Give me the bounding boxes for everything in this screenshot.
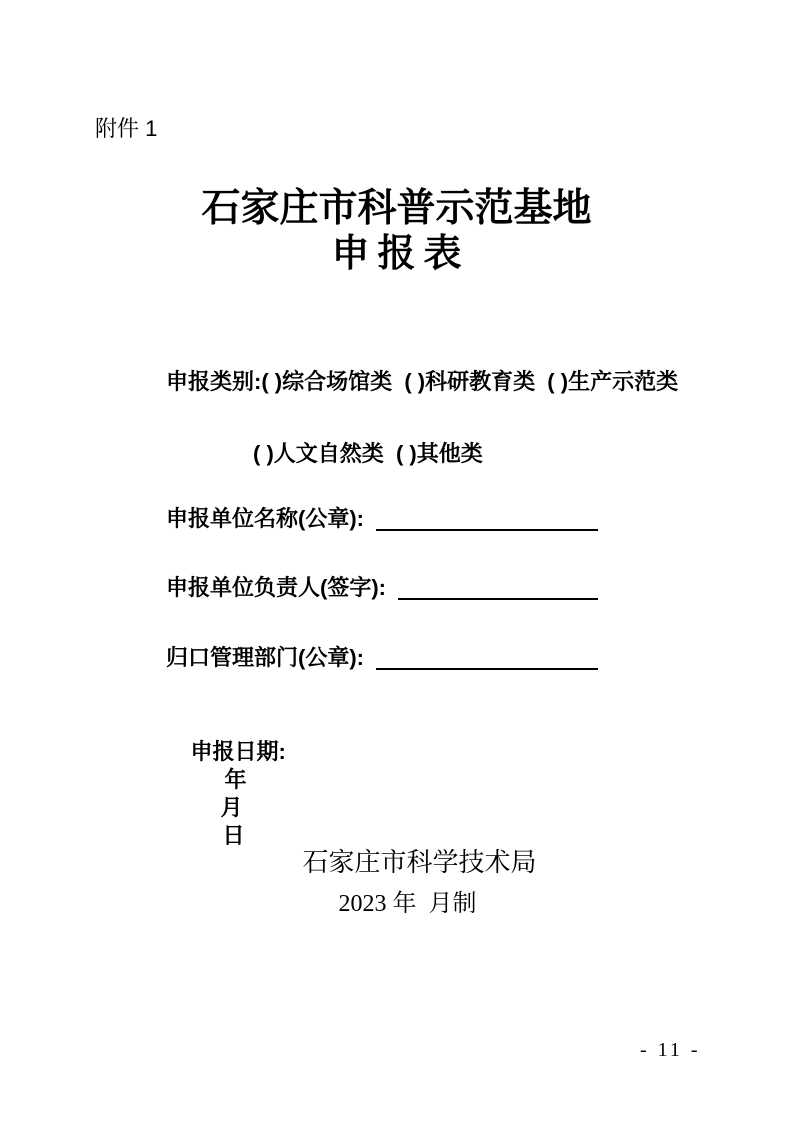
category-options-line-1: 申报类别:( )综合场馆类 ( )科研教育类 ( )生产示范类 xyxy=(166,369,679,394)
field-responsible-person xyxy=(166,572,598,601)
date-unit-day: 日 xyxy=(222,823,245,848)
fill-in-underline-unit-name xyxy=(376,505,598,531)
date-unit-month: 月 xyxy=(220,795,243,820)
fill-in-underline-supervising-department xyxy=(376,644,598,670)
category-options-line-2: ( )人文自然类 ( )其他类 xyxy=(253,441,483,466)
field-supervising-department xyxy=(166,642,598,671)
title-line-2: 申报表 xyxy=(331,233,470,275)
title-line-1: 石家庄市科普示范基地 xyxy=(201,187,592,230)
field-label-supervising-department: 归口管理部门(公章): xyxy=(166,645,364,670)
fill-in-underline-responsible-person xyxy=(398,574,598,600)
field-label-responsible-person: 申报单位负责人(签字): xyxy=(166,575,386,600)
field-applicant-unit-name xyxy=(166,503,598,532)
issuing-organization: 石家庄市科学技术局 xyxy=(302,847,537,877)
attachment-label: 附件 1 xyxy=(95,116,158,141)
date-unit-year: 年 xyxy=(224,767,247,792)
field-label-application-date: 申报日期: xyxy=(190,739,286,764)
document-title xyxy=(0,186,793,276)
field-label-unit-name: 申报单位名称(公章): xyxy=(166,506,364,531)
page-number: - 11 - xyxy=(640,1039,701,1061)
issued-date-line: 2023 年 月制 xyxy=(338,891,477,917)
